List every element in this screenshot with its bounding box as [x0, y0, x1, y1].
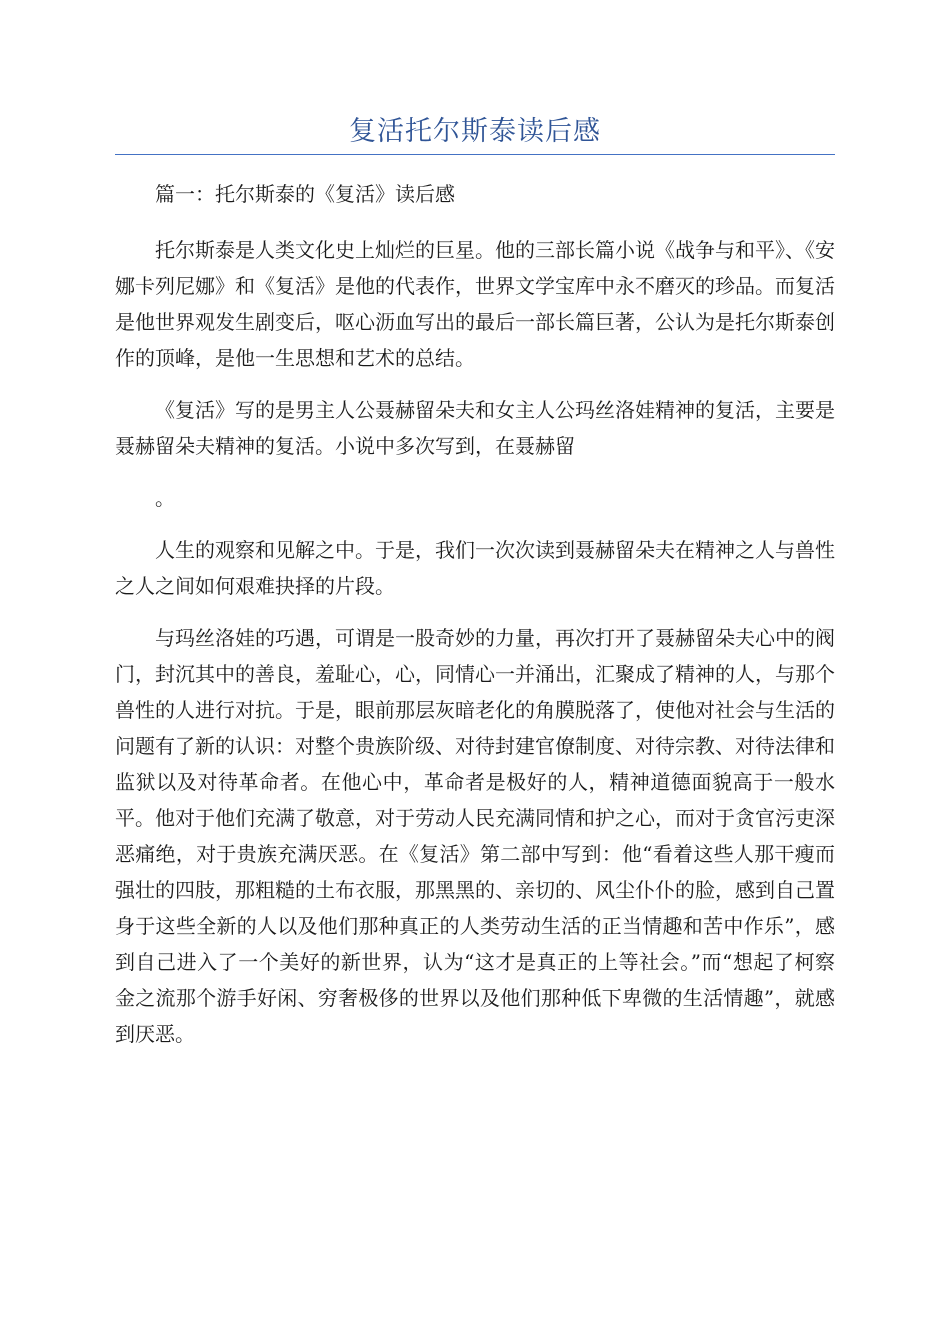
paragraph: 托尔斯泰是人类文化史上灿烂的巨星。他的三部长篇小说《战争与和平》、《安娜卡列尼娜》和《复活》是他的代表作，世界文学宝库中永不磨灭的珍品。而复活是他世界观发生剧变后，呕心沥血写出的最后一部长篇巨著，公认为是托尔斯泰创作的顶峰，是他一生思想和艺术的总结。: [115, 238, 835, 370]
paragraph: 《复活》写的是男主人公聂赫留朵夫和女主人公玛丝洛娃精神的复活，主要是聂赫留朵夫精神的复活。小说中多次写到，在聂赫留: [115, 398, 835, 458]
paragraph: 与玛丝洛娃的巧遇，可谓是一股奇妙的力量，再次打开了聂赫留朵夫心中的阀门，封沉其中的善良，羞耻心，心，同情心一并涌出，汇聚成了精神的人，与那个兽性的人进行对抗。于是，眼前那层灰暗老化的角膜脱落了，使他对社会与生活的问题有了新的认识：对整个贵族阶级、对待封建官僚制度、对待宗教、对待法律和监狱以及对待革命者。在他心中，革命者是极好的人，精神道德面貌高于一般水平。他对于他们充满了敬意，对于劳动人民充满同情和护之心，而对于贪官污吏深恶痛绝，对于贵族充满厌恶。在《复活》第二部中写到：他“看着这些人那干瘦而强壮的四肢，那粗糙的土布衣服，那黑黑的、亲切的、风尘仆仆的脸，感到自己置身于这些全新的人以及他们那种真正的人类劳动生活的正当情趣和苦中作乐”，感到自己进入了一个美好的新世界，认为“这才是真正的上等社会。”而“想起了柯察金之流那个游手好闲、穷奢极侈的世界以及他们那种低下卑微的生活情趣”，就感到厌恶。: [115, 626, 835, 1046]
paragraph: 人生的观察和见解之中。于是，我们一次次读到聂赫留朵夫在精神之人与兽性之人之间如何艰难抉择的片段。: [115, 538, 835, 598]
paragraph: 。: [155, 486, 175, 510]
document-title: 复活托尔斯泰读后感: [349, 116, 601, 147]
title-underline: [115, 154, 835, 155]
section-heading: 篇一：托尔斯泰的《复活》读后感: [155, 182, 455, 206]
document-body: [115, 176, 835, 1068]
